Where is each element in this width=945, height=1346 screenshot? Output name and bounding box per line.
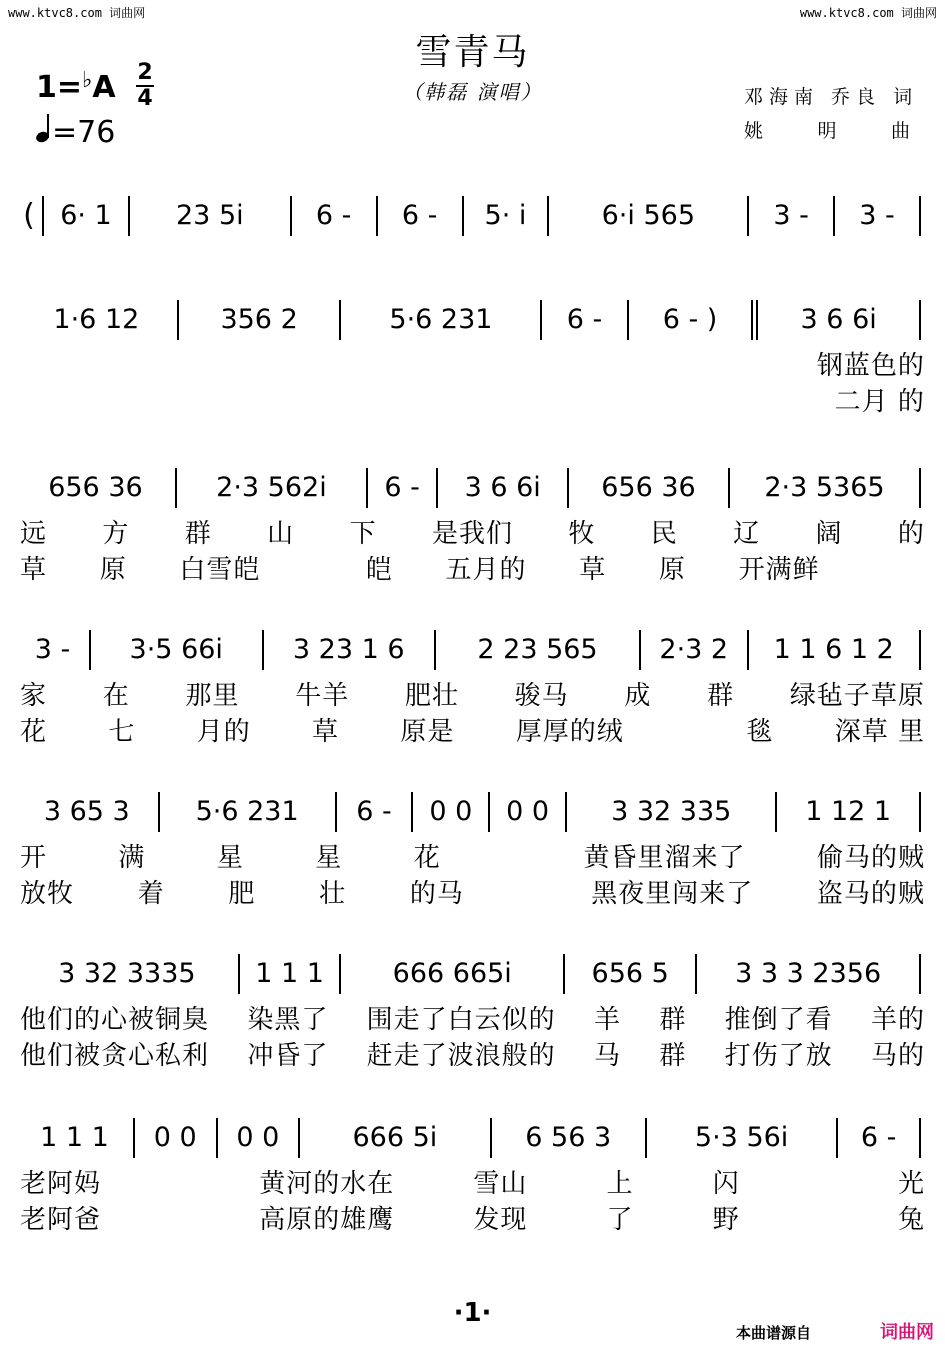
lyric-segment: 原 xyxy=(658,555,686,585)
lyric-segment: 七 xyxy=(108,717,136,747)
bar-line xyxy=(436,468,438,508)
bar-line xyxy=(339,954,341,994)
lyric-segment: 赶走了波浪般的 xyxy=(366,1041,556,1071)
measure-notes: 6 - xyxy=(401,200,438,231)
lyric-segment: 草 xyxy=(579,555,607,585)
measure-notes: 3 23 1 6 xyxy=(292,634,405,665)
lyric-segment: 是我们 xyxy=(431,519,513,549)
lyric-segment: 群 xyxy=(659,1041,687,1071)
bar-line xyxy=(42,196,44,236)
lyric-segment: 了 xyxy=(606,1205,634,1235)
lyric-segment: 群 xyxy=(659,1005,687,1035)
bar-line xyxy=(540,300,542,340)
lyric-segment: 星 xyxy=(216,843,244,873)
lyric-segment: 群 xyxy=(184,519,212,549)
notation-row xyxy=(20,468,925,508)
measure-notes: 3 6 6i xyxy=(800,304,877,335)
performer: （韩磊 演唱） xyxy=(402,80,543,104)
bar-line xyxy=(567,468,569,508)
lyric-segment: 那里 xyxy=(185,681,240,711)
lyric-segment: 草 xyxy=(312,717,340,747)
lyric-segment: 闪 xyxy=(712,1169,740,1199)
bar-line xyxy=(919,630,921,670)
lyric-segment: 打伤了放 xyxy=(724,1041,833,1071)
measure-notes: 3 - xyxy=(773,200,809,231)
bar-line xyxy=(919,468,921,508)
lyric-segment: 马的 xyxy=(870,1041,925,1071)
bar-line xyxy=(836,1118,838,1158)
measure-notes: 6 - xyxy=(860,1122,897,1153)
measure-notes: 666 665i xyxy=(392,958,512,989)
notation-row xyxy=(20,630,925,670)
lyric-segment: 开满鲜 xyxy=(738,555,820,585)
lyric-segment: 黄河的水在 xyxy=(259,1169,395,1199)
lyric-segment: 染黑了 xyxy=(247,1005,329,1035)
measure-notes: 6· 1 xyxy=(60,200,112,231)
lyric-segment: 阔 xyxy=(815,519,843,549)
lyric-segment: 厚厚的绒 xyxy=(515,717,624,747)
lyric-segment: 原是 xyxy=(400,717,455,747)
measure-notes: 656 36 xyxy=(48,472,143,503)
lyric-segment: 冲昏了 xyxy=(247,1041,329,1071)
notation-row xyxy=(20,792,925,832)
lyricist-credit: 邓海南 乔良 词 xyxy=(744,86,919,108)
bar-line xyxy=(919,196,921,236)
time-signature-bottom: 4 xyxy=(137,86,153,111)
bar-line xyxy=(645,1118,647,1158)
measure-notes: 5·6 231 xyxy=(195,796,299,827)
measure-notes: 1 1 1 xyxy=(255,958,324,989)
lyrics-line xyxy=(20,678,925,714)
lyric-segment: 家 xyxy=(20,681,48,711)
time-signature-top: 2 xyxy=(137,60,153,85)
lyric-segment: 原 xyxy=(99,555,127,585)
measure-notes: 2·3 2 xyxy=(659,634,729,665)
key-signature xyxy=(36,68,116,105)
measure-notes: 6 - xyxy=(356,796,392,827)
bar-line xyxy=(298,1118,300,1158)
lyric-segment: 星 xyxy=(315,843,343,873)
measure-notes: 0 0 xyxy=(429,796,473,827)
lyric-segment: 下 xyxy=(349,519,377,549)
bar-line xyxy=(747,630,749,670)
watermark-left: www.ktvc8.com 词曲网 xyxy=(8,6,146,20)
lyric-segment: 肥 xyxy=(228,879,256,909)
lyric-segment: 老阿妈 xyxy=(20,1169,102,1199)
bar-line xyxy=(919,300,921,340)
bar-line xyxy=(133,1118,135,1158)
measure-notes: 1 1 1 xyxy=(40,1122,109,1153)
lyric-segment: 月的 xyxy=(196,717,251,747)
lyric-segment: 马 xyxy=(593,1041,621,1071)
notation-row xyxy=(20,196,925,236)
lyric-segment: 民 xyxy=(650,519,678,549)
lyric-segment: 远 xyxy=(20,519,48,549)
lyric-segment: 肥壮 xyxy=(404,681,459,711)
bar-line xyxy=(339,300,341,340)
lyric-segment: 毯 xyxy=(746,717,774,747)
lyric-segment: 辽 xyxy=(733,519,761,549)
bar-line xyxy=(639,630,641,670)
bar-line xyxy=(747,196,749,236)
bar-line xyxy=(128,196,130,236)
lyric-segment: 花 xyxy=(413,843,441,873)
measure-notes: 3 3 3 2356 xyxy=(735,958,882,989)
lyric-segment: 绿毡子草原 xyxy=(789,681,925,711)
bar-line xyxy=(728,468,730,508)
key-prefix: 1= xyxy=(36,70,83,105)
measure-notes: 6 - xyxy=(315,200,352,231)
measure-notes: 1 1 6 1 2 xyxy=(773,634,894,665)
bar-line xyxy=(89,630,91,670)
bar-line xyxy=(366,468,368,508)
lyric-segment: 野 xyxy=(712,1205,740,1235)
measure-notes: 3 - xyxy=(34,634,71,665)
bar-line xyxy=(290,196,292,236)
lyric-segment: 牧 xyxy=(568,519,596,549)
bar-line xyxy=(376,196,378,236)
lyric-segment: 二月 的 xyxy=(834,387,925,417)
bar-line xyxy=(216,1118,218,1158)
source-label: 本曲谱源自 xyxy=(736,1324,812,1342)
lyrics-line xyxy=(20,516,925,552)
lyric-segment: 偷马的贼 xyxy=(816,843,925,873)
bar-line xyxy=(335,792,337,832)
bar-line xyxy=(563,954,565,994)
measure-notes: 3 65 3 xyxy=(43,796,130,827)
bar-line xyxy=(158,792,160,832)
quarter-note-icon xyxy=(36,114,52,144)
composer-name-b: 明 xyxy=(817,120,837,142)
bar-line xyxy=(262,630,264,670)
bar-line xyxy=(919,954,921,994)
bar-line xyxy=(490,1118,492,1158)
lyric-segment: 方 xyxy=(102,519,130,549)
time-signature xyxy=(136,62,154,110)
bar-line xyxy=(175,468,177,508)
lyrics-line xyxy=(20,876,925,912)
measure-notes: 5·3 56i xyxy=(694,1122,789,1153)
measure-notes: 1·6 12 xyxy=(53,304,140,335)
lyric-segment: 钢蓝色的 xyxy=(816,351,925,381)
bar-line xyxy=(434,630,436,670)
lyric-segment: 盗马的贼 xyxy=(816,879,925,909)
lyric-segment: 成 xyxy=(624,681,652,711)
flat-icon: ♭ xyxy=(82,68,93,93)
measure-notes: 656 36 xyxy=(601,472,696,503)
measure-notes: 5· i xyxy=(484,200,527,231)
tempo-value: =76 xyxy=(52,115,116,150)
measure-notes: 3 6 6i xyxy=(464,472,541,503)
opening-parenthesis: ( xyxy=(23,198,35,233)
tempo-marking xyxy=(36,114,115,150)
measure-notes: 0 0 xyxy=(153,1122,197,1153)
lyric-segment: 群 xyxy=(707,681,735,711)
lyrics-line xyxy=(20,714,925,750)
lyrics-line xyxy=(20,348,925,384)
lyric-segment: 深草 里 xyxy=(834,717,925,747)
lyric-segment: 高原的雄鹰 xyxy=(259,1205,395,1235)
watermark-right: www.ktvc8.com 词曲网 xyxy=(799,6,937,20)
measure-notes: 0 0 xyxy=(236,1122,280,1153)
measure-notes: 0 0 xyxy=(506,796,550,827)
lyric-segment: 皑 xyxy=(365,555,393,585)
lyric-segment: 在 xyxy=(102,681,130,711)
notation-row xyxy=(20,300,925,340)
bar-line xyxy=(238,954,240,994)
lyric-segment: 五月的 xyxy=(445,555,527,585)
bar-line xyxy=(177,300,179,340)
lyric-segment: 花 xyxy=(20,717,48,747)
lyrics-line xyxy=(20,840,925,876)
lyric-segment: 推倒了看 xyxy=(724,1005,833,1035)
measure-notes: 666 5i xyxy=(352,1122,438,1153)
notation-row xyxy=(20,1118,925,1158)
source-logo: 词曲网 xyxy=(880,1322,934,1343)
measure-notes: 6 - ) xyxy=(662,304,718,335)
measure-notes: 656 5 xyxy=(591,958,669,989)
bar-line xyxy=(775,792,777,832)
lyric-segment: 开 xyxy=(20,843,48,873)
lyrics-line xyxy=(20,1002,925,1038)
bar-line xyxy=(919,1118,921,1158)
lyric-segment: 兔 xyxy=(897,1205,925,1235)
measure-notes: 356 2 xyxy=(220,304,298,335)
bar-line xyxy=(565,792,567,832)
measure-notes: 6·i 565 xyxy=(601,200,696,231)
lyric-segment: 着 xyxy=(137,879,165,909)
measure-notes: 6 - xyxy=(384,472,420,503)
lyric-segment: 羊 xyxy=(593,1005,621,1035)
lyric-segment: 白雪皑 xyxy=(179,555,261,585)
lyric-segment: 上 xyxy=(606,1169,634,1199)
bar-line xyxy=(411,792,413,832)
lyric-segment: 他们被贪心私利 xyxy=(20,1041,210,1071)
lyric-segment: 羊的 xyxy=(870,1005,925,1035)
key-note: A xyxy=(92,70,116,105)
lyrics-line xyxy=(20,1166,925,1202)
lyric-segment: 壮 xyxy=(319,879,347,909)
bar-line xyxy=(833,196,835,236)
lyric-segment: 的 xyxy=(897,519,925,549)
measure-notes: 23 5i xyxy=(176,200,244,231)
measure-notes: 1 12 1 xyxy=(805,796,892,827)
lyric-segment: 满 xyxy=(118,843,146,873)
song-title: 雪青马 xyxy=(415,32,530,73)
measure-notes: 2·3 5365 xyxy=(764,472,885,503)
measure-notes: 6 56 3 xyxy=(525,1122,612,1153)
measure-notes: 3 - xyxy=(859,200,895,231)
notation-row xyxy=(20,954,925,994)
lyric-segment: 老阿爸 xyxy=(20,1205,102,1235)
composer-suffix: 曲 xyxy=(890,120,910,142)
lyric-segment: 山 xyxy=(267,519,295,549)
page-number: ·1· xyxy=(453,1298,492,1328)
measure-notes: 2 23 565 xyxy=(477,634,598,665)
lyric-segment: 光 xyxy=(897,1169,925,1199)
lyric-segment: 他们的心被铜臭 xyxy=(20,1005,210,1035)
bar-line xyxy=(488,792,490,832)
lyrics-line xyxy=(20,1038,925,1074)
measure-notes: 2·3 562i xyxy=(216,472,327,503)
lyric-segment: 的马 xyxy=(409,879,464,909)
composer-name-a: 姚 xyxy=(744,120,764,142)
bar-line xyxy=(627,300,629,340)
lyric-segment: 黑夜里闯来了 xyxy=(591,879,754,909)
measure-notes: 6 - xyxy=(566,304,603,335)
lyric-segment: 雪山 xyxy=(473,1169,528,1199)
lyrics-line xyxy=(20,1202,925,1238)
double-bar-line xyxy=(751,300,758,340)
measure-notes: 3 32 335 xyxy=(611,796,732,827)
lyric-segment: 围走了白云似的 xyxy=(366,1005,556,1035)
measure-notes: 3·5 66i xyxy=(129,634,223,665)
bar-line xyxy=(547,196,549,236)
measure-notes: 3 32 3335 xyxy=(58,958,196,989)
measure-notes: 5·6 231 xyxy=(389,304,493,335)
lyrics-line xyxy=(20,552,925,588)
lyric-segment: 黄昏里溜来了 xyxy=(583,843,746,873)
lyric-segment: 草 xyxy=(20,555,48,585)
lyric-segment: 发现 xyxy=(473,1205,528,1235)
bar-line xyxy=(462,196,464,236)
bar-line xyxy=(695,954,697,994)
lyric-segment: 牛羊 xyxy=(295,681,350,711)
bar-line xyxy=(919,792,921,832)
composer-credit xyxy=(744,116,910,143)
lyric-segment: 骏马 xyxy=(514,681,569,711)
lyrics-line xyxy=(20,384,925,420)
lyric-segment: 放牧 xyxy=(20,879,75,909)
